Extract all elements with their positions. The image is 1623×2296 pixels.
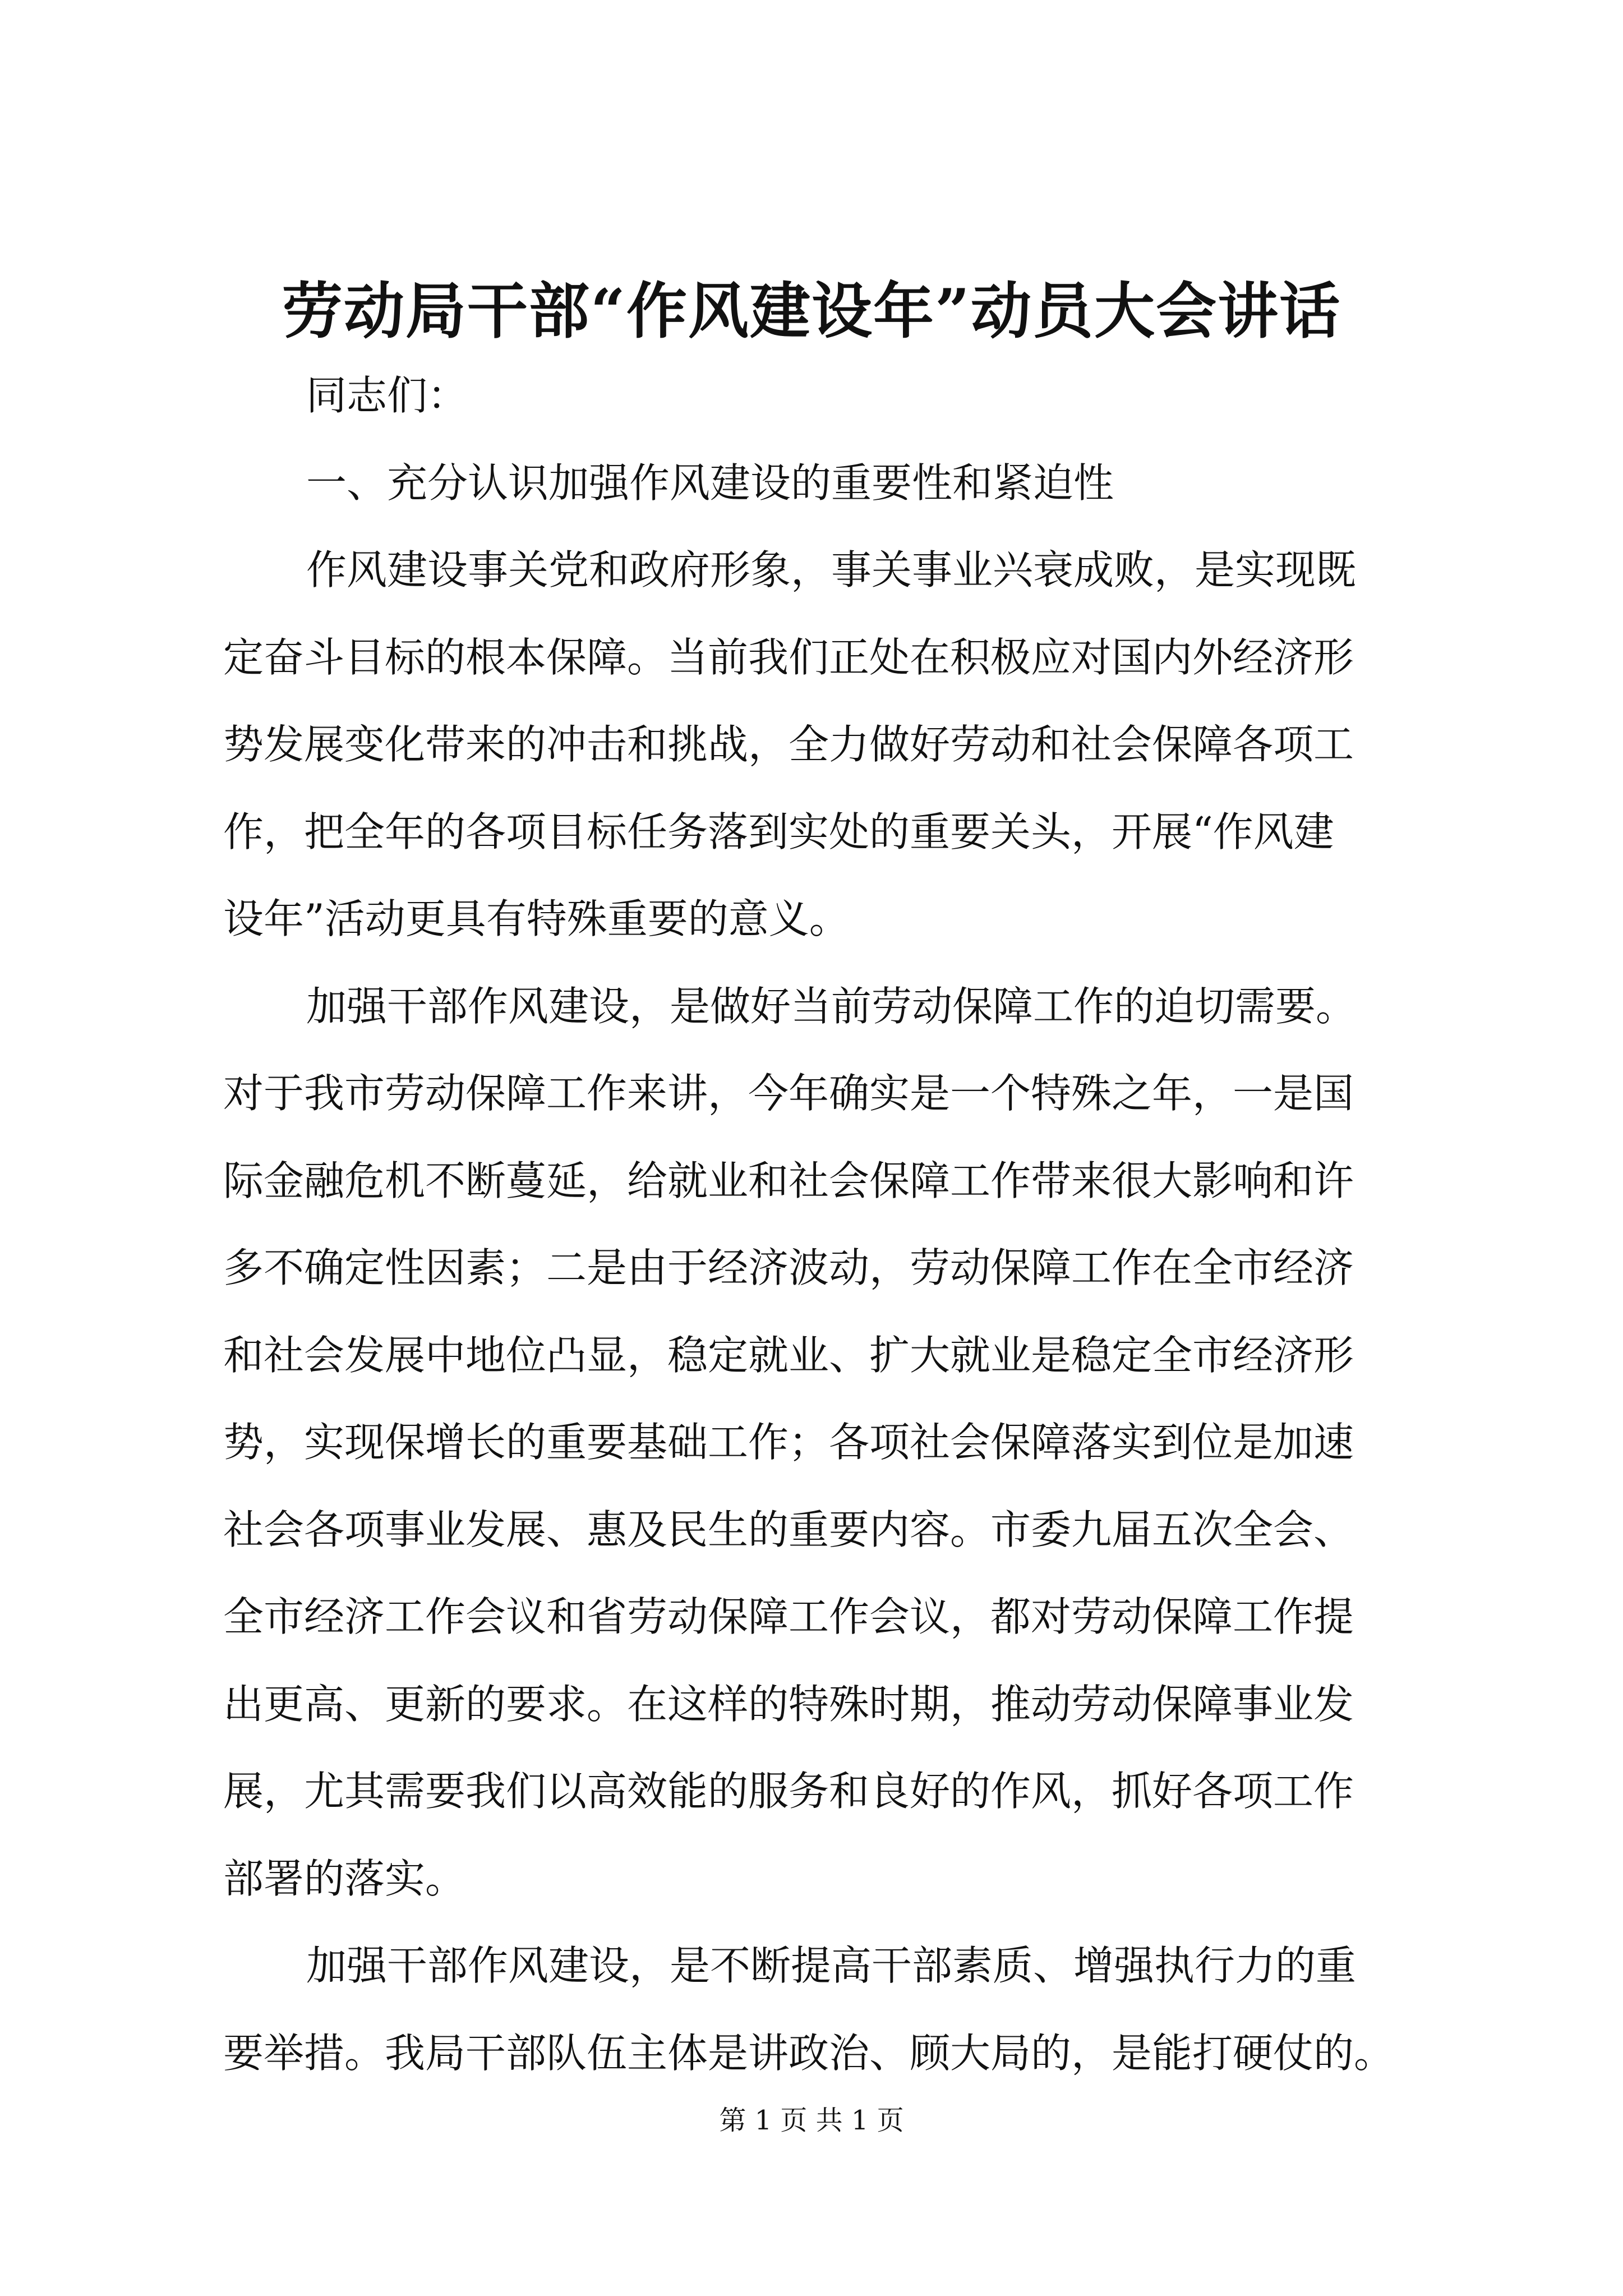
- paragraph-line: 势，实现保增长的重要基础工作；各项社会保障落实到位是加速: [223, 1419, 1354, 1466]
- page-number: 第 1 页 共 1 页: [719, 2105, 904, 2136]
- paragraph-line: 要举措。我局干部队伍主体是讲政治、顾大局的，是能打硬仗的。: [223, 2029, 1395, 2077]
- paragraph-line: 对于我市劳动保障工作来讲，今年确实是一个特殊之年，一是国: [223, 1070, 1354, 1117]
- paragraph-line: 多不确定性因素；二是由于经济波动，劳动保障工作在全市经济: [223, 1244, 1354, 1291]
- salutation-line: 同志们：: [306, 372, 468, 419]
- paragraph-line: 展，尤其需要我们以高效能的服务和良好的作风，抓好各项工作: [223, 1768, 1354, 1815]
- paragraph-line: 部署的落实。: [223, 1855, 466, 1902]
- paragraph-line: 全市经济工作会议和省劳动保障工作会议，都对劳动保障工作提: [223, 1593, 1354, 1640]
- paragraph-line: 势发展变化带来的冲击和挑战，全力做好劳动和社会保障各项工: [223, 721, 1354, 768]
- paragraph-line: 作风建设事关党和政府形象，事关事业兴衰成败，是实现既: [306, 546, 1357, 593]
- document-body: [223, 352, 1429, 2097]
- paragraph-line: 和社会发展中地位凸显，稳定就业、扩大就业是稳定全市经济形: [223, 1331, 1354, 1379]
- paragraph-line: 设年”活动更具有特殊重要的意义。: [223, 895, 850, 942]
- paragraph-line: 作，把全年的各项目标任务落到实处的重要关头，开展“作风建: [223, 808, 1334, 855]
- paragraph-line: 加强干部作风建设，是不断提高干部素质、增强执行力的重: [306, 1942, 1357, 1989]
- paragraph-line: 加强干部作风建设，是做好当前劳动保障工作的迫切需要。: [306, 982, 1357, 1030]
- document-title: 劳动局干部“作风建设年”动员大会讲话: [282, 276, 1341, 347]
- paragraph-line: 定奋斗目标的根本保障。当前我们正处在积极应对国内外经济形: [223, 633, 1354, 681]
- paragraph-line: 际金融危机不断蔓延，给就业和社会保障工作带来很大影响和许: [223, 1157, 1354, 1204]
- section-heading: 一、充分认识加强作风建设的重要性和紧迫性: [306, 459, 1114, 507]
- paragraph-line: 出更高、更新的要求。在这样的特殊时期，推动劳动保障事业发: [223, 1680, 1354, 1728]
- paragraph-line: 社会各项事业发展、惠及民生的重要内容。市委九届五次全会、: [223, 1506, 1354, 1553]
